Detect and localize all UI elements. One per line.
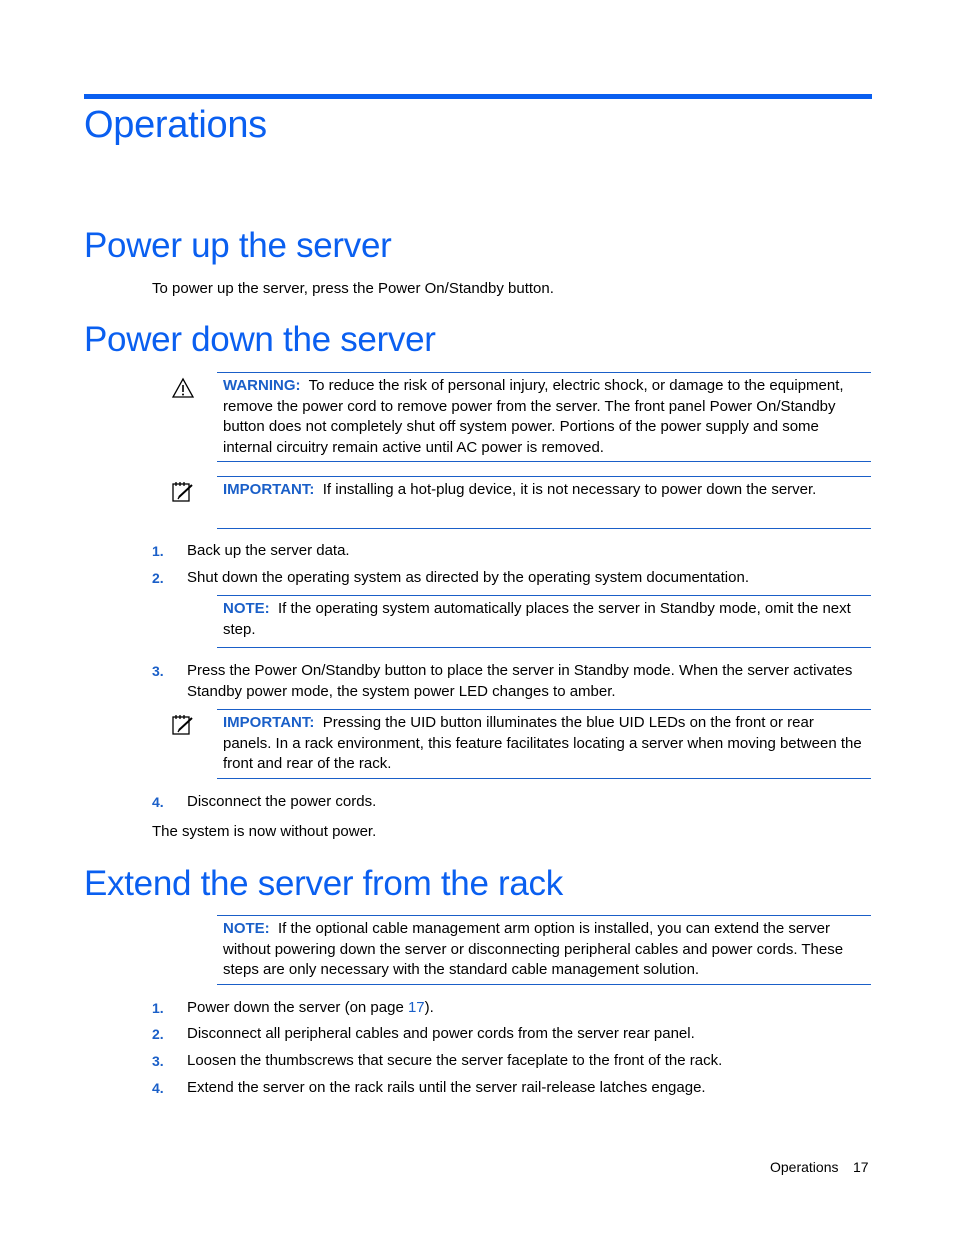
important-callout-2 <box>217 709 871 779</box>
warning-triangle-icon <box>170 376 196 400</box>
step-text: Back up the server data. <box>187 542 350 559</box>
step-number: 2. <box>152 1026 164 1042</box>
note-text: If the optional cable management arm option is installed, you can extend the server without powering down the server or disconnecting peripheral cables and power cords. These steps are only necessary with the standard cable management solution. <box>223 920 844 978</box>
important-text: Pressing the UID button illuminates the blue UID LEDs on the front or rear panels. In a rack environment, this feature facilitates locating a server when moving between the front and rear of the rack. <box>223 714 862 772</box>
step-number: 1. <box>152 1000 164 1016</box>
note-text: If the operating system automatically places the server in Standby mode, omit the next step. <box>223 600 851 638</box>
important-label: IMPORTANT: <box>223 714 315 731</box>
step-number: 2. <box>152 570 164 586</box>
important-text: If installing a hot-plug device, it is not necessary to power down the server. <box>322 481 817 498</box>
step-text: Disconnect the power cords. <box>187 793 377 810</box>
heading-extend: Extend the server from the rack <box>84 864 563 903</box>
warning-callout <box>217 372 871 462</box>
page-title: Operations <box>84 104 267 146</box>
heading-power-down: Power down the server <box>84 320 436 359</box>
note-label: NOTE: <box>223 600 270 617</box>
step-number: 4. <box>152 794 164 810</box>
closing-text: The system is now without power. <box>152 823 377 840</box>
step-text: Disconnect all peripheral cables and power cords from the server rear panel. <box>187 1025 695 1042</box>
title-rule <box>84 94 872 99</box>
heading-power-up: Power up the server <box>84 226 392 265</box>
important-note-icon <box>170 480 196 504</box>
step-text: Shut down the operating system as directed by the operating system documentation. <box>187 569 749 586</box>
important-callout-1 <box>217 476 871 529</box>
warning-text: To reduce the risk of personal injury, electric shock, or damage to the equipment, remove the power cord to remove power from the server. The front panel Power On/Standby button does not completely shut off system power. Portions of the power supply and some internal circuitry remain active until AC power is removed. <box>223 377 844 456</box>
step-number: 3. <box>152 1053 164 1069</box>
step-text-before: Power down the server (on page <box>187 999 408 1016</box>
step-text: Loosen the thumbscrews that secure the server faceplate to the front of the rack. <box>187 1052 723 1069</box>
step-text: Press the Power On/Standby button to place the server in Standby mode. When the server activates Standby power mode, the system power LED changes to amber. <box>187 662 853 700</box>
step-number: 3. <box>152 663 164 679</box>
power-up-text: To power up the server, press the Power On/Standby button. <box>152 280 554 297</box>
footer-page-number: 17 <box>853 1159 869 1175</box>
note-callout <box>217 915 871 985</box>
step-text-after: ). <box>424 999 434 1016</box>
step-number: 4. <box>152 1080 164 1096</box>
footer-section: Operations <box>770 1159 839 1175</box>
step-number: 1. <box>152 543 164 559</box>
page-reference-link[interactable]: 17 <box>407 999 425 1016</box>
note-label: NOTE: <box>223 920 270 937</box>
step-text <box>187 998 434 1019</box>
step-text: Extend the server on the rack rails until the server rail-release latches engage. <box>187 1079 706 1096</box>
important-label: IMPORTANT: <box>223 481 315 498</box>
warning-label: WARNING: <box>223 377 301 394</box>
note-callout <box>217 595 871 648</box>
important-note-icon <box>170 713 196 737</box>
